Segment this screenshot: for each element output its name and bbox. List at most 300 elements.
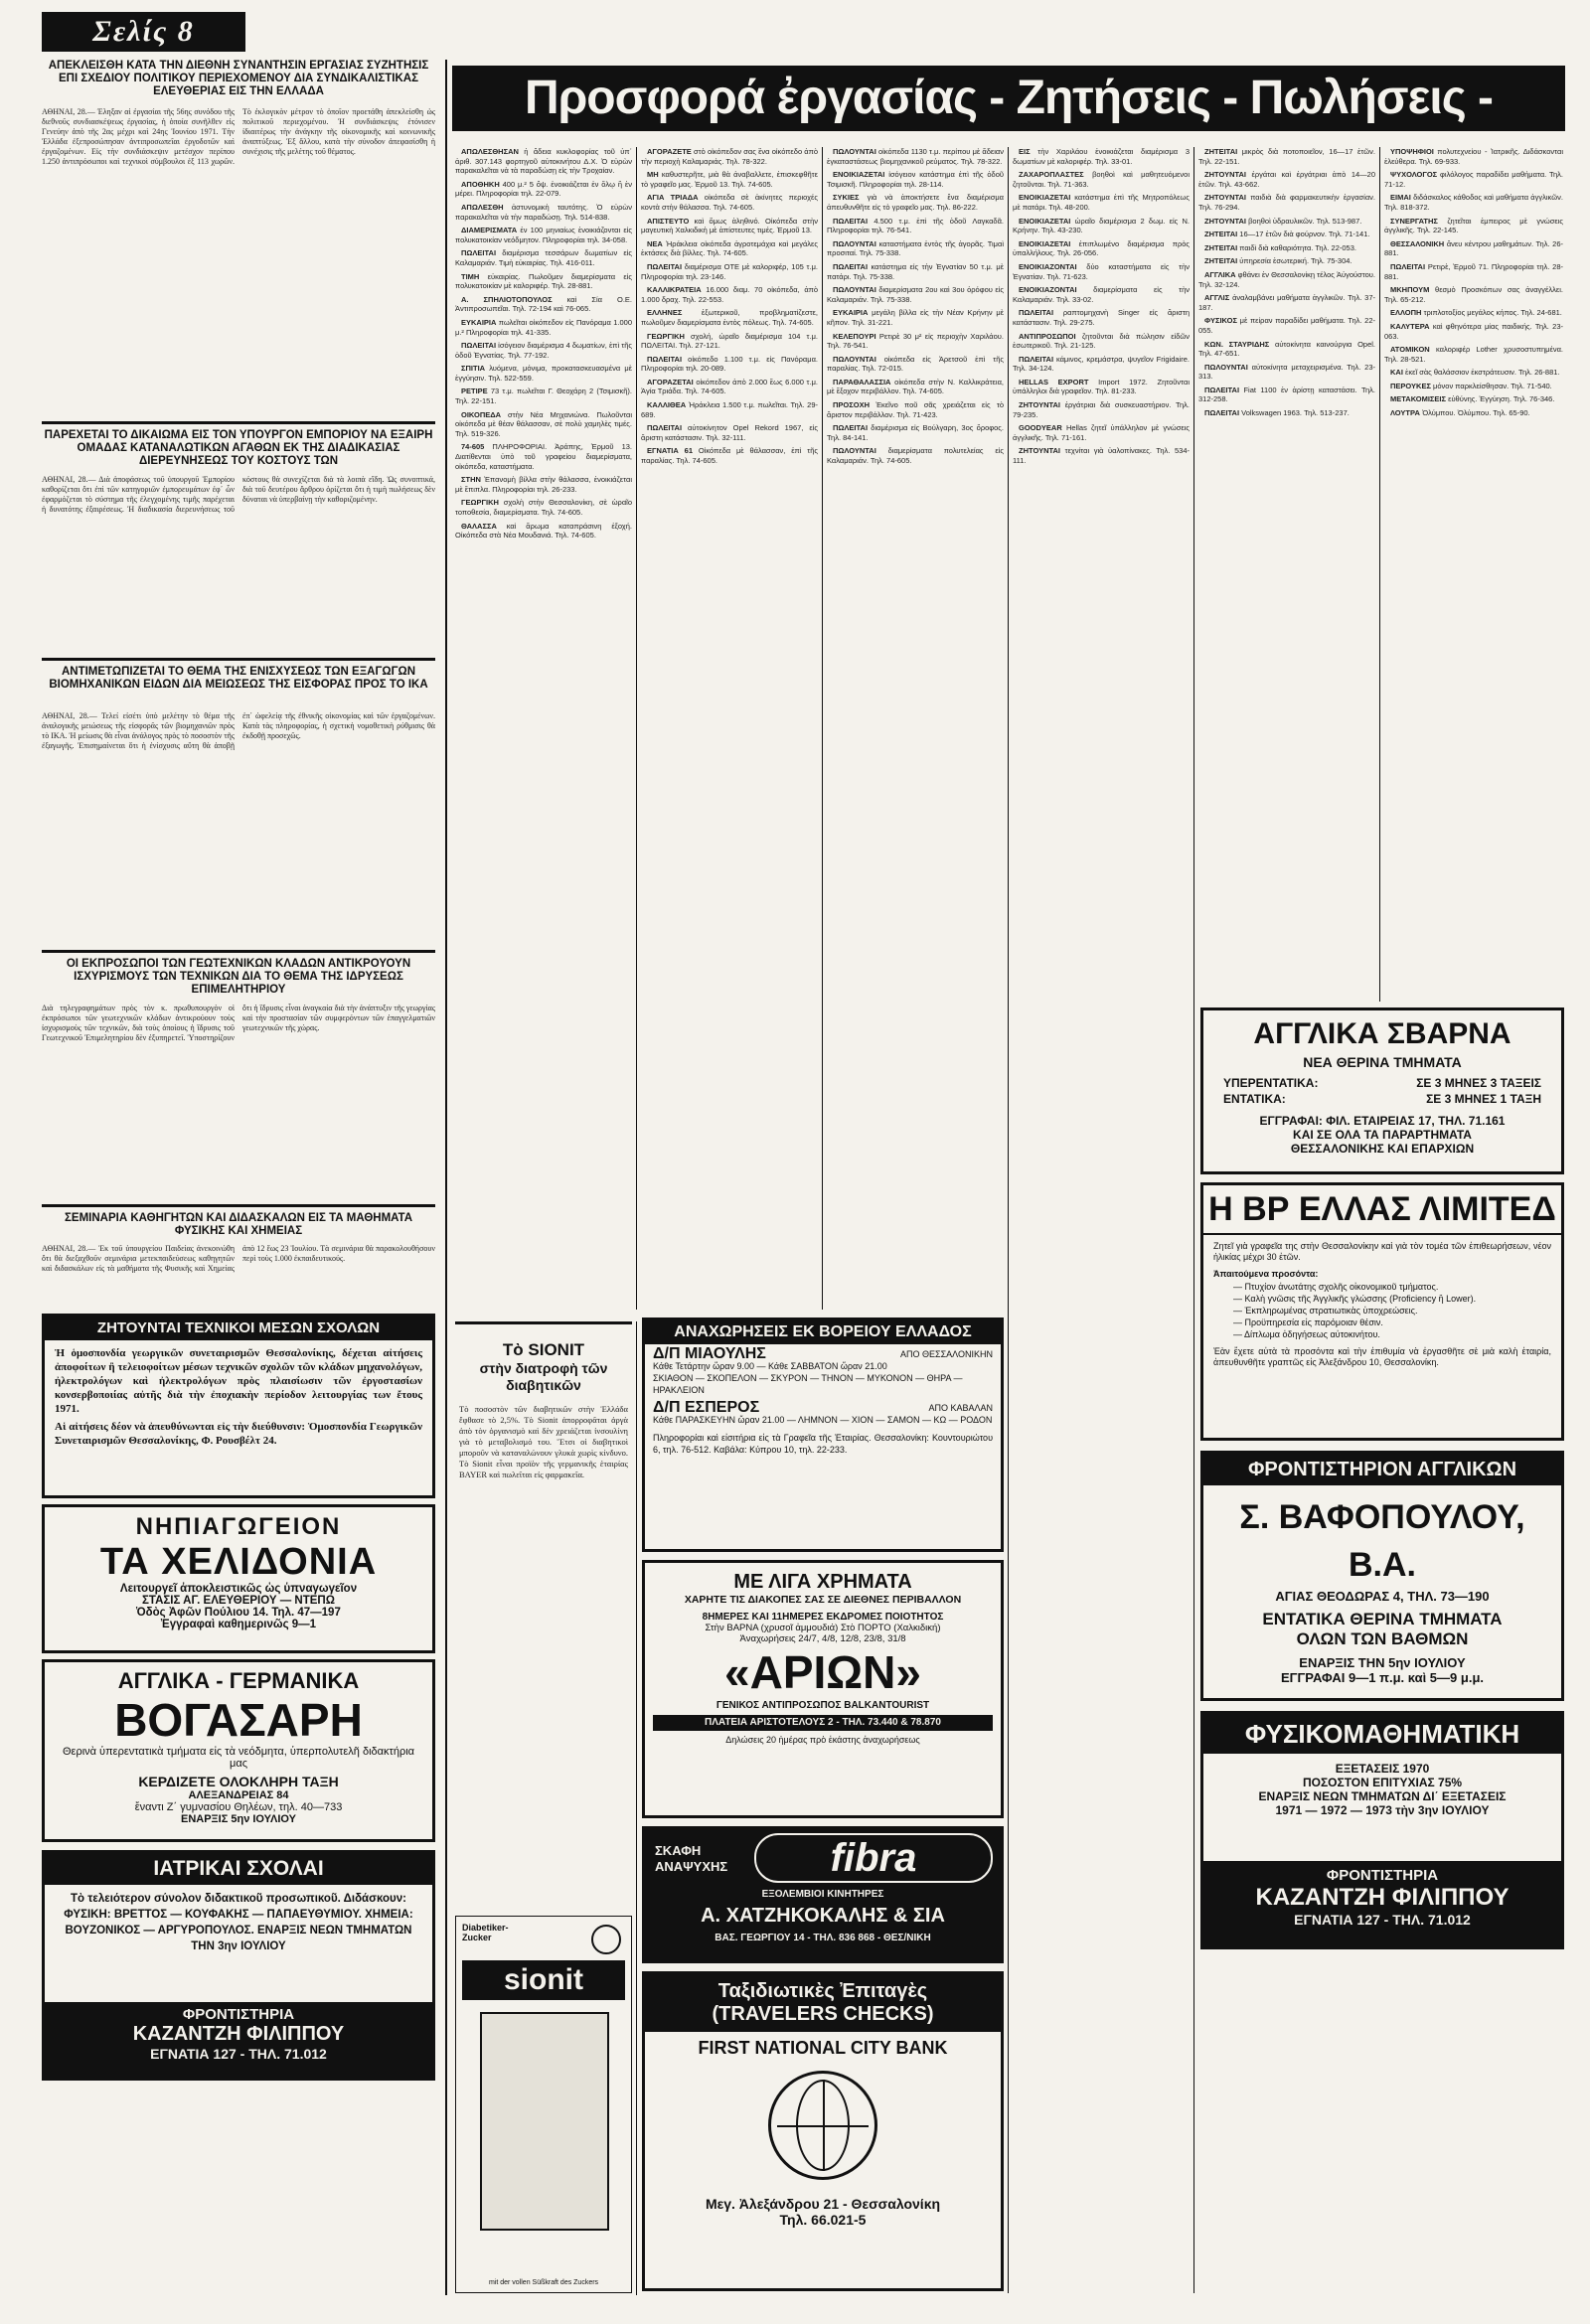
classified-listing [641,285,818,304]
classified-keyword: ΚΑΙ [1390,368,1403,378]
sionit-caption: mit der vollen Süßkraft des Zuckers [488,2279,599,2286]
classified-text: πωλεῖται οἰκόπεδον εἰς Πανόραμα 1.000 μ.² Πληροφορίαι τηλ. 41-335. [455,317,632,337]
sionit-article [455,1321,632,1908]
classified-listing [455,498,632,517]
classified-listing [641,170,818,189]
ad-nursery-line: Ἐγγραφαὶ καθημερινῶς 9—1 [160,1619,317,1630]
classified-keyword: ΕΝΟΙΚΙΑΖΕΤΑΙ [833,170,885,180]
classified-listing [455,364,632,383]
classified-text: ἰσόγειον κατάστημα ἐπὶ τῆς ὁδοῦ Τσιμισκῆ. Πληροφορίαι τηλ. 28-114. [827,170,1004,189]
classified-keyword: ΟΙΚΟΠΕΔΑ [461,409,502,419]
article5-body: ΑΘΗΝΑΙ, 28.— Ἐκ τοῦ ὑπουργείου Παιδείας ἀνεκοινώθη ὅτι θὰ διεξαχθοῦν σεμινάρια μετεκπαιδεύσεως καθηγητῶν καὶ διδασκάλων εἰς τὰ μαθήματα τῆς Φυσικῆς καὶ Χημείας ἀπὸ 12 ἕως 23 Ἰουλίου. Τὰ σεμινάρια θὰ παρακολουθήσουν περὶ τοὺς 1.000 ἐκπαιδευτικούς. [42,1244,435,1273]
classified-text: μὲ πείραν παραδίδει μαθήματα. Τηλ. 22-055. [1198,316,1375,335]
classified-keyword: ΑΝΤΙΠΡΟΣΩΠΟΙ [1019,331,1076,341]
classified-text: ἀστυνομικὴ ταυτότης. Ὁ εὑρὼν παρακαλεῖται νὰ τὴν παραδώσῃ. Τηλ. 514-838. [455,202,632,222]
classified-text: κατάστημα ἐπὶ τῆς Μητροπόλεως μὲ πατάρι. Τηλ. 48-200. [1013,193,1190,212]
classified-text: ΠΛΗΡΟΦΟΡΙΑΙ. Ἀράπης, Ἑρμοῦ 13. Διατίθενται ὑπὸ τοῦ γραφείου διαμερίσματα, οἰκόπεδα, καταστήματα. [455,442,632,471]
classified-keyword: ΕΙΜΑΙ [1390,193,1411,203]
classified-text: Ὀλύμπου. Ὀλύμπου. Τηλ. 65-90. [1419,408,1530,418]
article1-headline: ΑΠΕΚΛΕΙΣΘΗ ΚΑΤΑ ΤΗΝ ΔΙΕΘΝΗ ΣΥΝΑΝΤΗΣΙΝ ΕΡΓΑΣΙΑΣ ΣΥΖΗΤΗΣΙΣ ΕΠΙ ΣΧΕΔΙΟΥ ΠΟΛΙΤΙΚΟΥ ΠΕΡΙΕΧΟΜΕΝΟΥ ΔΙΑ ΣΥΝΔΙΚΑΛΙΣΤΙΚΑΣ ΕΛΕΥΘΕΡΙΑΣ ΕΙΣ ΤΗΝ ΕΛΛΑΔΑ [48,60,429,98]
classified-listing [1198,243,1375,253]
classified-listing [641,446,818,465]
classified-keyword: HELLAS EXPORT [1019,377,1089,387]
classified-keyword: ΑΓΟΡΑΖΕΤΕ [647,147,692,156]
classified-listing [1013,193,1190,212]
classified-listing [1013,147,1190,166]
classified-keyword: ΓΕΩΡΓΙΚΗ [461,498,499,508]
classified-text: φιλόλογος παραδίδει μαθήματα. Τηλ. 71-12. [1384,170,1563,189]
vafopoulou-line: ΦΡΟΝΤΙΣΤΗΡΙΟΝ ΑΓΓΛΙΚΩΝ [1203,1454,1561,1485]
svarna-line: ΚΑΙ ΣΕ ΟΛΑ ΤΑ ΠΑΡΑΡΤΗΜΑΤΑ [1293,1128,1472,1142]
classified-text: αὐτοκίνητα καινούργια Opel. Τηλ. 47-651. [1198,339,1375,359]
classified-text: ἰσόγειον διαμέρισμα 4 δωματίων, ἐπὶ τῆς ὁδοῦ Ἐγνατίας. Τηλ. 77-192. [455,341,632,360]
classified-text: ζητοῦνται διὰ πώλησιν εἰδῶν ἐσωτερικοῦ. Τηλ. 21-125. [1013,331,1190,351]
classified-listing [1198,363,1375,382]
column-divider [636,1321,637,2295]
physmath-footer-line: ΦΡΟΝΤΙΣΤΗΡΙΑ [1326,1867,1439,1884]
ad-north-departures [642,1317,1004,1552]
svarna-line: ΘΕΣΣΑΛΟΝΙΚΗΣ ΚΑΙ ΕΠΑΡΧΙΩΝ [1290,1142,1475,1156]
svarna-row-value: ΣΕ 3 ΜΗΝΕΣ 1 ΤΑΞΗ [1426,1092,1541,1106]
classified-listing [827,378,1004,396]
classified-listing [1198,217,1375,227]
classified-listing [455,203,632,222]
sionit-title: Τὸ SIONIT [502,1340,585,1359]
classified-keyword: ΕΙΣ [1019,147,1031,156]
classified-listing [455,272,632,291]
article4-body: Διὰ τηλεγραφημάτων πρὸς τὸν κ. πρωθυπουργὸν οἱ ἐκπρόσωποι τῶν γεωτεχνικῶν κλάδων ἀντικρούουν τοὺς ἰσχυρισμοὺς τῶν τεχνικῶν, διὰ τοὺς ὁποίους ἡ ἵδρυσις τοῦ Γεωτεχνικοῦ Ἐπιμελητηρίου δὲν ἐξυπηρετεῖ. Ὑποστηρίζουν ὅτι ἡ ἵδρυσις εἶναι ἀναγκαία διὰ τὴν ἀνάπτυξιν τῆς γεωργίας καὶ τὴν προστασίαν τῶν συμφερόντων τῶν ἐπαγγελματιῶν γεωτεχνικῶν τῆς χώρας. [42,1004,435,1042]
classified-listing [1384,308,1563,318]
classified-keyword: ΖΗΤΟΥΝΤΑΙ [1204,216,1247,226]
classified-listing [641,193,818,212]
physmath-line: 1971 — 1972 — 1973 τὴν 3ην ΙΟΥΛΙΟΥ [1275,1803,1490,1817]
classified-keyword: ΜΗ [647,170,659,180]
classified-column-5 [1198,147,1375,1041]
classified-listing [455,248,632,267]
classified-listing [1198,386,1375,404]
classified-keyword: ΣΥΚΙΕΣ [833,193,860,203]
classified-keyword: ΠΩΛΟΥΝΤΑΙ [833,238,876,248]
ad-vogasari [42,1659,435,1842]
classified-listing [1013,400,1190,419]
ad-vogasari-name: ΒΟΓΑΣΑΡΗ [114,1694,363,1746]
classified-keyword: ΠΩΛΕΙΤΑΙ [833,423,869,433]
sionit-brand: sionit [462,1960,625,2000]
ad-fibra [642,1826,1004,1963]
ship-schedule: Κάθε ΠΑΡΑΣΚΕΥΗΝ ὥραν 21.00 — ΛΗΜΝΟΝ — ΧΙΟΝ — ΣΑΜΟΝ — ΚΩ — ΡΟΔΟΝ [653,1415,993,1425]
physmath-title: ΦΥΣΙΚΟΜΑΘΗΜΑΤΙΚΗ [1203,1714,1561,1754]
divider [42,658,435,661]
ad-svarna [1200,1007,1564,1174]
classified-text: ἐξωτερικοῦ, προβληματίζεστε, πωλοῦμεν διαμερίσματα ἐντὸς πόλεως. Τηλ. 74-605. [641,308,818,327]
requirement-item: — Πτυχίον ἀνωτάτης σχολῆς οἰκονομικοῦ τμήματος. [1233,1282,1439,1292]
ad-vafopoulou [1200,1451,1564,1701]
classified-text: τὴν Χαριλάου ἐνοικιάζεται διαμέρισμα 3 δωματίων μὲ καλοριφέρ. Τηλ. 33-01. [1013,147,1190,166]
svarna-row-value: ΣΕ 3 ΜΗΝΕΣ 3 ΤΑΞΕΙΣ [1416,1076,1541,1090]
classified-text: στὴν Νέα Μηχανιώνα. Πωλοῦνται οἰκόπεδα μὲ θέαν θάλασσαν, σὲ πολὺ χαμηλὲς τιμές. Τηλ. 519-326. [455,409,632,438]
classified-keyword: ΘΕΣΣΑΛΟΝΙΚΗ [1390,238,1445,248]
classified-keyword: ΠΕΡΟΥΚΕΣ [1390,381,1431,390]
classified-text: Ἡράκλεια 1.500 τ.μ. πωλεῖται. Τηλ. 29-689. [641,400,818,419]
classified-keyword: ΑΠΩΛΕΣΘΗΣΑΝ [461,147,519,156]
classified-text: ἐργάται καὶ ἐργάτριαι ἀπὸ 14—20 ἐτῶν. Τηλ. 43-662. [1198,170,1375,189]
classified-listing [641,262,818,281]
classified-listing [827,446,1004,465]
page-number-label: Σελίς 8 [42,12,245,52]
classified-keyword: ΖΗΤΕΙΤΑΙ [1204,242,1238,252]
classified-keyword: ΠΩΛΕΙΤΑΙ [461,248,497,258]
sionit-body: Τὸ ποσοστὸν τῶν διαβητικῶν στὴν Ἑλλάδα ἔφθασε τὸ 2,5%. Τὸ Sionit ἀπορροφᾶται ἀργὰ ἀπὸ τὸν ὀργανισμὸ καὶ δὲν χρειάζεται ἰνσουλίνη γιὰ τὸ μεταβολισμό του. Ἔτσι οἱ διαβητικοὶ μποροῦν νὰ καταναλώνουν γλυκὰ χωρὶς κίνδυνο. Τὸ Sionit εἶναι προϊὸν τῆς γερμανικῆς ἑταιρίας BAYER καὶ πωλεῖται εἰς φαρμακεῖα. [459,1404,628,1479]
classified-keyword: ΠΩΛΟΥΝΤΑΙ [1204,362,1248,372]
classified-listing [641,239,818,258]
classified-text: ἐπιπλωμένο διαμέρισμα πρὸς ὑπαλλήλους. Τηλ. 26-056. [1013,238,1190,258]
classified-text: αὐτοκίνητον Opel Rekord 1967, εἰς ἄριστη κατάστασιν. Τηλ. 32-111. [641,423,818,442]
ad-vogasari-line: ΑΛΕΞΑΝΔΡΕΙΑΣ 84 [188,1789,289,1801]
classified-listing [827,355,1004,374]
physmath-footer-line: ΕΓΝΑΤΙΑ 127 - ΤΗΛ. 71.012 [1294,1912,1471,1928]
classified-listing [1384,193,1563,212]
classified-listing [1013,308,1190,327]
classified-text: 400 μ.² 5 ὄψ. ἐνοικιάζεται ἐν ὅλῳ ἢ ἐν μέρει. Πληροφορίαι τηλ. 22-079. [455,179,632,199]
classified-listing [1384,147,1563,166]
classified-text: 16—17 ἐτῶν διὰ φούρνον. Τηλ. 71-141. [1237,230,1370,239]
ad-medical-footer [45,2002,432,2078]
classified-keyword: ΜΚΗΠΟΥΜ [1390,285,1430,295]
classified-keyword: ΚΑΛΛΙΚΡΑΤΕΙΑ [647,285,702,295]
classified-listing [641,332,818,351]
classified-listing [641,308,818,327]
classified-text: οἰκόπεδον ἀπὸ 2.000 ἕως 6.000 τ.μ. Ἀγία Τριάδα. Τηλ. 74-605. [641,377,818,396]
requirement-item: — Δίπλωμα ὁδηγήσεως αὐτοκινήτου. [1233,1329,1380,1339]
classified-listing [827,239,1004,258]
classified-text: οἰκόπεδα στὴν Ν. Καλλικράτεια, μὲ ἔξοχον περιβάλλον. Τηλ. 74-605. [827,377,1004,396]
svarna-row-label: ΕΝΤΑΤΙΚΑ: [1223,1092,1286,1106]
classified-listing [641,378,818,396]
classified-listing [1013,285,1190,304]
classified-keyword: ΓΕΩΡΓΙΚΗ [647,331,685,341]
ad-vogasari-line: ΚΕΡΔΙΖΕΤΕ ΟΛΟΚΛΗΡΗ ΤΑΞΗ [138,1774,339,1789]
classified-text: Import 1972. Ζητοῦνται ὑπάλληλοι διὰ γραφεῖον. Τηλ. 81-233. [1013,377,1190,396]
classified-text: θεσμὸ Προσκόπων σας ἀναγγέλλει. Τηλ. 65-212. [1384,285,1563,304]
classified-keyword: ΚΑΛΥΤΕΡΑ [1390,321,1430,331]
classified-keyword: ΠΩΛΕΙΤΑΙ [833,216,869,226]
classified-keyword: ΣΠΙΤΙΑ [461,364,486,374]
classified-keyword: ΑΠΩΛΕΣΘΗ [461,202,504,212]
classified-keyword: ΕΓΝΑΤΙΑ 61 [647,446,693,456]
classified-keyword: ΖΗΤΕΙΤΑΙ [1204,256,1238,266]
classified-listing [827,262,1004,281]
physmath-line: ΕΞΕΤΑΣΕΙΣ 1970 [1335,1762,1430,1776]
ship-schedule: Κάθε Τετάρτην ὥραν 9.00 — Κάθε ΣΑΒΒΑΤΟΝ ὥραν 21.00 [653,1361,887,1371]
ad-vogasari-langs: ΑΓΓΛΙΚΑ - ΓΕΡΜΑΝΙΚΑ [117,1668,360,1693]
divider [42,1204,435,1207]
vafopoulou-line: ΕΝΤΑΤΙΚΑ ΘΕΡΙΝΑ ΤΜΗΜΑΤΑ [1262,1610,1503,1628]
ad-technicians-title: ΖΗΤΟΥΝΤΑΙ ΤΕΧΝΙΚΟΙ ΜΕΣΩΝ ΣΧΟΛΩΝ [45,1317,432,1340]
ship-info: Πληροφορίαι καὶ εἰσιτήρια εἰς τὰ Γραφεῖα τῆς Ἑταιρίας. Θεσσαλονίκη: Κουντουριώτου 6, τηλ. 76-512. Καβάλα: Κύπρου 10, τηλ. 22-233. [653,1433,993,1455]
classified-keyword: ΖΗΤΕΙΤΑΙ [1204,147,1238,156]
classified-listing [1198,170,1375,189]
classified-listing [455,475,632,494]
classified-keyword: ΣΤΗΝ [461,475,481,485]
classified-listing [1013,332,1190,351]
classified-keyword: ΑΠΟΘΗΚΗ [461,179,500,189]
classified-text: εὐθύνης. Ἐγγύηση. Τηλ. 76-346. [1446,394,1555,404]
classified-listing [1384,322,1563,341]
classified-listing [827,308,1004,327]
classified-listing [1013,446,1190,465]
classified-listing [1198,147,1375,166]
classified-text: δύο καταστήματα εἰς τὴν Ἐγνατίαν. Τηλ. 71-623. [1013,261,1190,281]
arion-subtitle: ΧΑΡΗΤΕ ΤΙΣ ΔΙΑΚΟΠΕΣ ΣΑΣ ΣΕ ΔΙΕΘΝΕΣ ΠΕΡΙΒΑΛΛΟΝ [684,1594,962,1606]
arion-note: Δηλώσεις 20 ἡμέρας πρὸ ἑκάστης ἀναχωρήσεως [725,1735,920,1745]
classified-text: καὶ Σία Ο.Ε. Ἀντιπροσωπεῖαι. Τηλ. 72-194 καὶ 76-065. [455,294,632,314]
classified-keyword: ΔΙΑΜΕΡΙΣΜΑΤΑ [461,226,518,235]
classified-listing [455,318,632,337]
ad-vogasari-line: ἔναντι Ζ΄ γυμνασίου Θηλέων, τηλ. 40—733 [134,1801,343,1813]
classified-listing [1198,193,1375,212]
classified-keyword: ΠΩΛΕΙΤΑΙ [461,341,497,351]
physmath-footer-line: ΚΑΖΑΝΤΖΗ ΦΙΛΙΠΠΟΥ [1255,1884,1510,1911]
classified-text: Ἐκεῖνο ποῦ σᾶς χρειάζεται εἰς τὸ ἄριστον περιβάλλον. Τηλ. 71-423. [827,400,1004,419]
classified-text: καὶ ὅμως ἀληθινό. Οἰκόπεδα στὴν μαγευτικὴ Χαλκιδικὴ μὲ ἀπίστευτες τιμές. Ἑρμοῦ 13. [641,216,818,235]
classified-listing [1013,239,1190,258]
classified-keyword: ΖΗΤΟΥΝΤΑΙ [1204,170,1247,180]
classified-text: ζητεῖται ἐμπειρος μὲ γνώσεις ἀγγλικῆς. Τηλ. 22-145. [1384,216,1563,235]
requirement-item: — Καλὴ γνῶσις τῆς Ἀγγλικῆς γλώσσης (Proficiency ἢ Lower). [1233,1294,1477,1304]
classified-text: μόνον παρκλείσθησαν. Τηλ. 71-540. [1430,381,1552,390]
classified-keyword: ΤΙΜΗ [461,271,480,281]
globe-logo-icon [768,2071,877,2180]
classified-keyword: ΨΥΧΟΛΟΓΟΣ [1390,170,1438,180]
ad-nursery-line: Λειτουργεῖ ἀποκλειστικῶς ὡς ὑπναγωγεῖον [119,1583,358,1595]
article3-headline: ΑΝΤΙΜΕΤΩΠΙΖΕΤΑΙ ΤΟ ΘΕΜΑ ΤΗΣ ΕΝΙΣΧΥΣΕΩΣ ΤΩΝ ΕΞΑΓΩΓΩΝ ΒΙΟΜΗΧΑΝΙΚΩΝ ΕΙΔΩΝ ΔΙΑ ΜΕΙΩΣΕΩΣ ΤΗΣ ΕΙΣΦΟΡΑΣ ΠΡΟΣ ΤΟ ΙΚΑ [49,666,428,692]
classified-listing [1384,170,1563,189]
ad-arion [642,1560,1004,1818]
sionit-package-image [480,2012,609,2231]
classified-column-6 [1384,147,1563,1002]
ad-medical-schools [42,1850,435,2081]
classified-keyword: ΠΩΛΕΙΤΑΙ [833,261,869,271]
article1-body: ΑΘΗΝΑΙ, 28.— Έληξαν αἱ ἐργασίαι τῆς 56ης συνόδου τῆς διεθνοῦς συνδιασκέψεως ἐργασίας, ἡ ὁποία συνῆλθεν εἰς Γενεύην ἀπὸ τῆς 2ας μέχρι καὶ 24ης Ἰουνίου 1971. Τὴν Ἑλλάδα ἐξεπροσώπησαν ἀντιπροσωπεῖαι ἐργοδοτῶν καὶ ἐργαζομένων. Εἰς τὴν συνδιάσκεψιν μετέσχον περίπου 1.250 ἀντιπρόσωποι καὶ τεχνικοὶ σύμβουλοι ἐξ 113 χωρῶν. Τὸ ἐκλογικὸν μέτρον τὸ ὁποῖον προετάθη ἀπεκλείσθη ὡς πολιτικοῦ περιεχομένου. Ἡ συνδιάσκεψις ἐτόνισεν ἰδιαιτέρως τὴν ἀνάγκην τῆς οἰκονομικῆς καὶ κοινωνικῆς ἀναπτύξεως. Ἐξ ἄλλου, κατὰ τὴν σύνοδον ἀπεφασίσθη ἡ συνέχισις τῆς μελέτης τοῦ θέματος. [42,107,435,166]
classified-keyword: ΜΕΤΑΚΟΜΙΣΕΙΣ [1390,394,1447,404]
vafopoulou-name: Σ. ΒΑΦΟΠΟΥΛΟΥ, Β.Α. [1239,1498,1525,1584]
classified-listing [827,400,1004,419]
classified-keyword: ΕΝΟΙΚΙΑΖΕΤΑΙ [1019,193,1071,203]
classified-listing [455,147,632,176]
classified-text: σχολὴ στὴν Θεσσαλονίκη, σὲ ὡραῖο τοποθεσία, διαμερίσματα. Τηλ. 74-605. [455,498,632,517]
column-divider [1193,147,1194,2293]
classified-text: 73 τ.μ. πωλεῖται Γ. Θεοχάρη 2 (Τσιμισκῆ). Τηλ. 22-151. [455,387,632,406]
classified-text: καταστήματα ἐντὸς τῆς ἀγορᾶς. Τιμαὶ προσιταί. Τηλ. 75-338. [827,238,1004,258]
ad-vogasari-line: ΕΝΑΡΞΙΣ 5ην ΙΟΥΛΙΟΥ [181,1813,296,1825]
bayer-logo-icon [591,1925,621,1954]
requirement-item: — Ἐκπληρωμένας στρατιωτικὰς ὑποχρεώσεις. [1233,1306,1418,1316]
classified-listing [1384,382,1563,391]
sionit-tag: Diabetiker-Zucker [462,1923,509,1942]
classified-text: διδάσκαλος κάθοδος καὶ μαθήματα ἀγγλικῶν. Τηλ. 818-372. [1384,193,1563,212]
bp-intro: Ζητεῖ γιὰ γραφεῖα της στὴν Θεσσαλονίκην καὶ γιὰ τὸν τομέα τῶν ἐπιθεωρήσεων, νέον ἡλικίας μέχρι 30 ἐτῶν. [1213,1241,1551,1262]
classified-listing [1198,230,1375,239]
bp-footer: Ἐὰν ἔχετε αὐτὰ τὰ προσόντα καὶ τὴν ἐπιθυμία νὰ ἐργασθῆτε σὲ μιὰ καλὴ ἑταιρία, ἀπευθυνθῆτε γραπτῶς εἰς Ἀλεξάνδρου 10, Θεσσαλονίκη. [1213,1346,1551,1367]
classified-listing [455,226,632,244]
arion-title: ΜΕ ΛΙΓΑ ΧΡΗΜΑΤΑ [733,1571,912,1593]
classified-text: ὡραῖο διαμέρισμα 2 δωμ. εἰς Ν. Κρήνην. Τηλ. 43-230. [1013,216,1190,235]
classified-keyword: ΖΗΤΟΥΝΤΑΙ [1204,193,1247,203]
divider [42,950,435,953]
classified-text: πολυτεχνείου - Ἰατρικῆς. Διδάσκονται ἐλεύθερα. Τηλ. 69-933. [1384,147,1563,166]
classified-keyword: GOODYEAR [1019,423,1062,433]
classified-text: ραπτομηχανὴ Singer εἰς ἄριστη κατάστασιν. Τηλ. 29-275. [1013,308,1190,327]
physmath-footer [1203,1861,1561,1946]
classified-text: ἡ ἄδεια κυκλοφορίας τοῦ ὑπ᾽ ἀριθ. 307.143 φορτηγοῦ αὐτοκινήτου Δ.Χ. Ὁ εὑρὼν παρακαλεῖται νὰ τὰ παραδώσῃ εἰς τὴν Τροχαίαν. [455,147,632,176]
fibra-tag: ΑΝΑΨΥΧΗΣ [655,1859,728,1874]
classified-keyword: ΚΕΛΕΠΟΥΡΙ [833,331,876,341]
classified-keyword: ΑΓΙΑ ΤΡΙΑΔΑ [647,193,699,203]
vafopoulou-address: ΑΓΙΑΣ ΘΕΟΔΩΡΑΣ 4, ΤΗΛ. 73—190 [1275,1589,1490,1604]
fibra-logo: fibra [754,1833,993,1883]
fncb-line: (TRAVELERS CHECKS) [712,2003,934,2025]
physmath-line: ΠΟΣΟΣΤΟΝ ΕΠΙΤΥΧΙΑΣ 75% [1302,1776,1463,1789]
vafopoulou-line: ΟΛΩΝ ΤΩΝ ΒΑΘΜΩΝ [1296,1629,1469,1648]
classified-keyword: ΑΠΙΣΤΕΥΤΟ [647,216,690,226]
classified-keyword: ΠΩΛΟΥΝΤΑΙ [833,147,876,156]
classified-listing [827,193,1004,212]
ad-technicians-contact: Αἱ αἰτήσεις δέον νὰ ἀπευθύνωνται εἰς τὴν διεύθυνσιν: Ὁμοσπονδία Γεωργικῶν Συνεταιρισμῶν Θεσσαλονίκης, Φ. Ρουσβέλτ 24. [55,1421,422,1447]
column-divider [1008,147,1009,2293]
classified-listing [1198,293,1375,312]
classified-text: κατάστημα εἰς τὴν Ἐγνατίαν 50 τ.μ. μὲ πατάρι. Τηλ. 75-338. [827,261,1004,281]
classified-keyword: ΚΑΛΛΙΘΕΑ [647,400,687,410]
vafopoulou-line: ΕΓΓΡΑΦΑΙ 9—1 π.μ. καὶ 5—9 μ.μ. [1280,1670,1485,1685]
article4-headline: ΟΙ ΕΚΠΡΟΣΩΠΟΙ ΤΩΝ ΓΕΩΤΕΧΝΙΚΩΝ ΚΛΑΔΩΝ ΑΝΤΙΚΡΟΥΟΥΝ ΙΣΧΥΡΙΣΜΟΥΣ ΤΩΝ ΤΕΧΝΙΚΩΝ ΔΙΑ ΤΟ ΘΕΜΑ ΤΗΣ ΙΔΡΥΣΕΩΣ ΕΠΙΜΕΛΗΤΗΡΙΟΥ [66,958,411,997]
bp-req-title: Ἀπαιτούμενα προσόντα: [1213,1269,1319,1279]
divider [42,421,435,424]
classified-listing [455,522,632,541]
ad-nursery [42,1504,435,1653]
column-divider [822,147,823,1310]
classified-listing [827,332,1004,351]
fncb-bank-name: FIRST NATIONAL CITY BANK [698,2038,948,2058]
classified-keyword: ΠΩΛΕΙΤΑΙ [1019,354,1054,364]
classified-keyword: ΖΗΤΟΥΝΤΑΙ [1019,446,1061,456]
classified-listing [1013,262,1190,281]
bp-requirements [1203,1279,1561,1340]
classified-text: καὶ ἄρωμα καταπράσινη ἐξοχή. Οἰκόπεδα στὰ Νέα Μουδανιά. Τηλ. 74-605. [455,521,632,541]
classified-listing [1384,262,1563,281]
classified-keyword: ΠΩΛΕΙΤΑΙ [1019,308,1054,318]
classified-text: σχολή, ὡραῖο διαμέρισμα 104 τ.μ. ΠΩΛΕΙΤΑΙ. Τηλ. 27-121. [641,331,818,351]
classified-keyword: 74-605 [461,442,485,452]
classified-text: βοηθοὶ ὑδραυλικῶν. Τηλ. 513-987. [1246,216,1362,226]
classified-listing [1013,355,1190,374]
classified-keyword: ΠΩΛΟΥΝΤΑΙ [833,446,876,456]
classified-text: βοηθοὶ καὶ μαθητευόμενοι ζητοῦνται. Τηλ. 71-363. [1013,170,1190,189]
ad-nursery-line: ΣΤΑΣΙΣ ΑΓ. ΕΛΕΥΘΕΡΙΟΥ — ΝΤΕΠΩ [142,1595,335,1607]
classified-text: καὶ φθηνότερα μίας παιδικής. Τηλ. 23-063. [1384,321,1563,341]
classified-keyword: ΘΑΛΑΣΣΑ [461,521,497,531]
classified-text: διαμέρισμα τεσσάρων δωματίων εἰς Καλαμαριάν. Τιμὴ εὐκαιρίας. Τηλ. 416-011. [455,248,632,267]
classified-listing [641,423,818,442]
classifieds-banner: Προσφορά ἐργασίας - Ζητήσεις - Πωλήσεις - [452,66,1565,131]
classified-listing [1198,270,1375,289]
classified-keyword: ΣΥΝΕΡΓΑΤΗΣ [1390,216,1438,226]
sionit-subtitle: στὴν διατροφὴ τῶν διαβητικῶν [479,1360,608,1393]
requirement-item: — Προϋπηρεσία εἰς παρόμοιαν θέσιν. [1233,1317,1383,1327]
classified-listing [455,180,632,199]
fibra-engines: ΕΞΟΛΕΜΒΙΟΙ ΚΙΝΗΤΗΡΕΣ [761,1889,884,1900]
classified-keyword: ΠΩΛΕΙΤΑΙ [647,423,683,433]
ad-technicians [42,1314,435,1498]
classified-text: παιδὶ διὰ καθαριότητα. Τηλ. 22-053. [1237,242,1356,252]
classified-keyword: ΑΓΓΛΙΣ [1204,293,1230,303]
classified-listing [827,285,1004,304]
classified-text: διαμερίσματα πολυτελείας εἰς Καλαμαριάν. Τηλ. 74-605. [827,446,1004,466]
classified-keyword: ΕΝΟΙΚΙΑΖΕΤΑΙ [1019,216,1071,226]
fibra-address: ΒΑΣ. ΓΕΩΡΓΙΟΥ 14 - ΤΗΛ. 836 868 - ΘΕΣ/ΝΙΚΗ [715,1933,931,1943]
ships-title: ΑΝΑΧΩΡΗΣΕΙΣ ΕΚ ΒΟΡΕΙΟΥ ΕΛΛΑΔΟΣ [645,1320,1001,1344]
classified-keyword: ΕΛΛΟΠΗ [1390,308,1422,318]
classified-listing [1013,423,1190,442]
article5-headline: ΣΕΜΙΝΑΡΙΑ ΚΑΘΗΓΗΤΩΝ ΚΑΙ ΔΙΔΑΣΚΑΛΩΝ ΕΙΣ ΤΑ ΜΑΘΗΜΑΤΑ ΦΥΣΙΚΗΣ ΚΑΙ ΧΗΜΕΙΑΣ [65,1212,412,1238]
classified-keyword: ΠΡΟΣΟΧΗ [833,400,871,410]
classified-keyword: ΠΩΛΕΙΤΑΙ [1204,408,1240,418]
classified-column-2 [641,147,818,1339]
classified-listing [1198,256,1375,266]
physmath-line: ΕΝΑΡΞΙΣ ΝΕΩΝ ΤΜΗΜΑΤΩΝ ΔΙ΄ ΕΞΕΤΑΣΕΙΣ [1258,1789,1507,1803]
ad-bp-hellas [1200,1182,1564,1441]
arion-name: «ΑΡΙΩΝ» [724,1646,921,1698]
classified-listing [1198,340,1375,359]
sionit-ad [455,1916,632,2293]
classified-text: Ἐπανομὴ βίλλα στὴν θάλασσα, ἐνοικιάζεται μὲ ἔπιπλα. Πληροφορίαι τηλ. 26-233. [455,475,632,494]
classified-listing [827,170,1004,189]
classified-listing [827,423,1004,442]
classified-text: τριπλοτοξίος μεγάλος κήπος. Τηλ. 24-681. [1421,308,1562,318]
classified-text: εὐκαιρίας. Πωλοῦμεν διαμερίσματα εἰς πολυκατοικίαν μὲ καλοριφέρ. Τηλ. 28-881. [455,271,632,291]
fncb-phone: Τηλ. 66.021-5 [779,2212,867,2228]
column-divider [636,147,637,1310]
classified-keyword: ΕΛΛΗΝΕΣ [647,308,683,318]
classified-text: ἄνευ κέντρου μαθημάτων. Τηλ. 26-881. [1384,238,1563,258]
svarna-row-label: ΥΠΕΡΕΝΤΑΤΙΚΑ: [1223,1076,1319,1090]
classified-text: μικρὸς διὰ ποτοποιεῖον, 16—17 ἐτῶν. Τηλ. 22-151. [1198,147,1375,166]
article2-headline: ΠΑΡΕΧΕΤΑΙ ΤΟ ΔΙΚΑΙΩΜΑ ΕΙΣ ΤΟΝ ΥΠΟΥΡΓΟΝ ΕΜΠΟΡΙΟΥ ΝΑ ΕΞΑΙΡΗ ΟΜΑΔΑΣ ΚΑΤΑΝΑΛΩΤΙΚΩΝ ΑΓΑΘΩΝ ΕΚ ΤΗΣ ΔΙΑΔΙΚΑΣΙΑΣ ΔΙΕΡΕΥΝΗΣΕΩΣ ΤΟΥ ΚΟΣΤΟΥΣ ΤΩΝ [44,429,433,468]
classified-text: οἰκόπεδα 1130 τ.μ. περίπου μὲ ἄδειαν ἐγκαταστάσεως βιομηχανικοῦ ρεύματος. Τηλ. 78-322. [827,147,1004,166]
classified-keyword: ΛΟΥΤΡΑ [1390,408,1420,418]
classified-text: διαμερίσματα εἰς τὴν Καλαμαριάν. Τηλ. 33-02. [1013,285,1190,304]
classified-keyword: ΕΝΟΙΚΙΑΖΟΝΤΑΙ [1019,285,1077,295]
classified-column-4 [1013,147,1190,2293]
classified-text: 16.000 διαμ. 70 οἰκόπεδα, ἀπὸ 1.000 δραχ. Τηλ. 22-553. [641,285,818,304]
classified-listing [827,147,1004,166]
classified-keyword: ΝΕΑ [647,238,663,248]
classified-keyword: ΖΗΤΕΙΤΑΙ [1204,230,1238,239]
classified-text: φθάνει ἐν Θεσσαλονίκῃ τέλος Ἀὐγούστου. Τηλ. 32-124. [1198,269,1375,289]
classified-listing [1384,345,1563,364]
classified-listing [1013,217,1190,235]
ad-nursery-name: ΤΑ ΧΕΛΙΔΟΝΙΑ [99,1541,378,1583]
classified-listing [1198,316,1375,335]
classified-keyword: ΑΤΟΜΙΚΟΝ [1390,345,1430,355]
classified-text: 4.500 τ.μ. ἐπὶ τῆς ὁδοῦ Λαγκαδᾶ. Πληροφορίαι τηλ. 76-541. [827,216,1004,235]
svarna-line: ΕΓΓΡΑΦΑΙ: ΦΙΛ. ΕΤΑΙΡΕΙΑΣ 17, ΤΗΛ. 71.161 [1259,1114,1506,1128]
ad-physmath [1200,1711,1564,1949]
classified-text: γιὰ νὰ ἀποκτήσετε ἕνα διαμέρισμα ἀπευθυνθῆτε εἰς τὸ γραφεῖο μας. Τηλ. 86-222. [827,193,1004,212]
classified-keyword: ΠΩΛΕΙΤΑΙ [1390,261,1426,271]
fncb-address: Μεγ. Ἀλεξάνδρου 21 - Θεσσαλονίκη [705,2196,941,2212]
fncb-line: Ταξιδιωτικὲς Ἐπιταγὲς [717,1980,928,2002]
classified-text: διαμέρισμα εἰς Βούλγαρη, 3ος ὄροφος. Τηλ. 84-141. [827,423,1004,442]
